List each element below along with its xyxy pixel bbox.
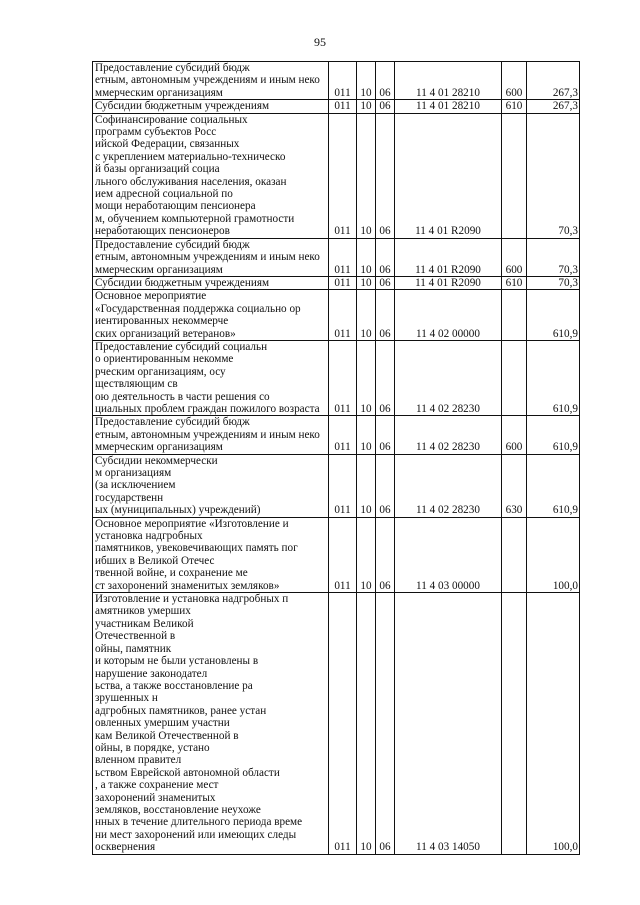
item-name-cell (93, 454, 329, 517)
item-name-line: ьством Еврейской автономной области (95, 766, 280, 779)
amount-cell: 610,9 (527, 290, 580, 341)
csr-cell: 11 4 02 00000 (395, 290, 502, 341)
item-name-cell (93, 100, 329, 113)
item-name-line: памятников, увековечивающих память пог (95, 542, 298, 555)
item-name-line: ммерческим организациям (95, 263, 223, 276)
item-name-line: ием адресной социальной по (95, 188, 233, 201)
item-name-line: м организациям (95, 467, 172, 479)
item-name-line: Предоставление субсидий бюдж (95, 416, 250, 429)
item-name-line: нных в течение длительного периода време (95, 816, 303, 829)
amount-cell: 610,9 (527, 416, 580, 454)
item-name-line: ибших в Великой Отечес (95, 554, 215, 567)
pr-cell: 06 (376, 238, 395, 276)
item-name-line: адгробных памятников, ранее устан (95, 704, 267, 717)
item-name-line: ойны, в порядке, устано (95, 741, 210, 754)
budget-table-body (93, 62, 580, 855)
vr-cell (502, 593, 527, 855)
table-row (93, 593, 580, 855)
csr-cell: 11 4 02 28230 (395, 454, 502, 517)
item-name-line: м, обучением компьютерной грамотности неработающих пенсионеров (95, 212, 295, 238)
vr-cell: 610 (502, 100, 527, 113)
amount-cell: 610,9 (527, 340, 580, 415)
vr-cell (502, 517, 527, 592)
table-row (93, 454, 580, 517)
vr-cell (502, 340, 527, 415)
table-row (93, 276, 580, 289)
item-name-line: етным, автономным учреждениям и иным неко (95, 428, 320, 441)
item-name-line: етным, автономным учреждениям и иным неко (95, 251, 320, 264)
vr-cell: 610 (502, 276, 527, 289)
item-name-line: нарушение законодател (95, 667, 208, 680)
grbs-cell: 011 (329, 62, 357, 100)
vr-cell (502, 290, 527, 341)
item-name-line: ни мест захоронений или имеющих следы осквернения (95, 828, 297, 854)
item-name-line: с укреплением материально-техническо (95, 150, 286, 163)
table-row (93, 340, 580, 415)
item-name-line: захоронений знаменитых (95, 791, 216, 804)
table-row (93, 238, 580, 276)
item-name-line: льного обслуживания населения, оказан (95, 175, 287, 188)
item-name-line: ойны, памятник (95, 642, 172, 655)
amount-cell: 100,0 (527, 517, 580, 592)
page-number: 95 (314, 35, 326, 49)
grbs-cell: 011 (329, 416, 357, 454)
item-name-line: и которым не были установлены в (95, 655, 259, 668)
pr-cell: 06 (376, 593, 395, 855)
rz-cell: 10 (357, 276, 376, 289)
rz-cell: 10 (357, 340, 376, 415)
item-name-line: «Государственная поддержка социально ор (95, 302, 301, 315)
item-name-line: ммерческим организациям (95, 86, 223, 99)
pr-cell: 06 (376, 100, 395, 113)
item-name-line: Предоставление субсидий бюдж (95, 238, 250, 251)
grbs-cell: 011 (329, 340, 357, 415)
table-row (93, 100, 580, 113)
item-name-line: етным, автономным учреждениям и иным неко (95, 74, 320, 87)
rz-cell: 10 (357, 454, 376, 517)
pr-cell: 06 (376, 517, 395, 592)
item-name-line: рческим организациям, осу (95, 365, 226, 378)
rz-cell: 10 (357, 593, 376, 855)
item-name-line: кам Великой Отечественной в (95, 729, 239, 742)
item-name-line: Предоставление субсидий социальн (95, 340, 268, 353)
csr-cell: 11 4 02 28230 (395, 416, 502, 454)
item-name-line: (за исключением (95, 479, 176, 492)
vr-cell: 600 (502, 416, 527, 454)
item-name-line: Основное мероприятие (95, 290, 207, 303)
vr-cell: 630 (502, 454, 527, 517)
pr-cell: 06 (376, 416, 395, 454)
pr-cell: 06 (376, 340, 395, 415)
rz-cell: 10 (357, 238, 376, 276)
grbs-cell: 011 (329, 276, 357, 289)
budget-table (92, 61, 580, 855)
item-name-cell (93, 62, 329, 100)
item-name-cell (93, 290, 329, 341)
csr-cell: 11 4 01 R2090 (395, 276, 502, 289)
item-name-line: установка надгробных (95, 530, 203, 543)
vr-cell: 600 (502, 62, 527, 100)
item-name-line: Отечественной в (95, 630, 176, 643)
amount-cell: 267,3 (527, 100, 580, 113)
item-name-cell (93, 593, 329, 855)
item-name-line: Субсидии бюджетным учреждениям (95, 100, 270, 113)
amount-cell: 610,9 (527, 454, 580, 517)
grbs-cell: 011 (329, 290, 357, 341)
rz-cell: 10 (357, 113, 376, 238)
table-row (93, 517, 580, 592)
rz-cell: 10 (357, 290, 376, 341)
item-name-line: й базы организаций социа (95, 163, 220, 176)
item-name-cell (93, 517, 329, 592)
item-name-line: , а также сохранение мест (95, 779, 219, 792)
table-row (93, 113, 580, 238)
grbs-cell: 011 (329, 517, 357, 592)
amount-cell: 70,3 (527, 276, 580, 289)
item-name-line: амятников умерших (95, 605, 191, 618)
item-name-line: ьства, а также восстановление ра (95, 679, 253, 692)
grbs-cell: 011 (329, 113, 357, 238)
grbs-cell: 011 (329, 100, 357, 113)
item-name-line: ществляющим св (95, 378, 178, 391)
item-name-line: Софинансирование социальных (95, 113, 248, 126)
item-name-line: ст захоронений знаменитых земляков» (95, 579, 280, 592)
csr-cell: 11 4 01 28210 (395, 62, 502, 100)
item-name-line: мощи неработающим пенсионера (95, 200, 256, 213)
item-name-cell (93, 416, 329, 454)
item-name-line: твенной войне, и сохранение ме (95, 567, 248, 580)
rz-cell: 10 (357, 517, 376, 592)
rz-cell: 10 (357, 100, 376, 113)
amount-cell: 70,3 (527, 238, 580, 276)
rz-cell: 10 (357, 416, 376, 454)
item-name-line: участникам Великой (95, 617, 194, 630)
item-name-line: ских организаций ветеранов» (95, 327, 236, 340)
csr-cell: 11 4 01 R2090 (395, 113, 502, 238)
item-name-line: Субсидии некоммерчески (95, 454, 218, 467)
item-name-line: о ориентированным некомме (95, 353, 234, 366)
item-name-cell (93, 276, 329, 289)
vr-cell (502, 113, 527, 238)
item-name-line: государственн (95, 491, 164, 504)
item-name-line: Субсидии бюджетным учреждениям (95, 276, 270, 289)
csr-cell: 11 4 03 00000 (395, 517, 502, 592)
item-name-line: ммерческим организациям (95, 441, 223, 454)
amount-cell: 100,0 (527, 593, 580, 855)
pr-cell: 06 (376, 113, 395, 238)
pr-cell: 06 (376, 276, 395, 289)
grbs-cell: 011 (329, 238, 357, 276)
item-name-line: Изготовление и установка надгробных п (95, 593, 289, 606)
pr-cell: 06 (376, 290, 395, 341)
csr-cell: 11 4 01 R2090 (395, 238, 502, 276)
item-name-cell (93, 113, 329, 238)
table-row (93, 416, 580, 454)
pr-cell: 06 (376, 62, 395, 100)
item-name-line: овленных умершим участни (95, 717, 230, 730)
pr-cell: 06 (376, 454, 395, 517)
item-name-line: иентированных некоммерче (95, 315, 229, 328)
csr-cell: 11 4 02 28230 (395, 340, 502, 415)
table-row (93, 62, 580, 100)
table-row (93, 290, 580, 341)
item-name-line: земляков, восстановление неухоже (95, 803, 261, 816)
grbs-cell: 011 (329, 593, 357, 855)
item-name-line: Предоставление субсидий бюдж (95, 62, 250, 74)
grbs-cell: 011 (329, 454, 357, 517)
vr-cell: 600 (502, 238, 527, 276)
item-name-cell (93, 340, 329, 415)
item-name-line: ою деятельность в части решения со (95, 390, 270, 403)
item-name-line: циальных проблем граждан пожилого возраста (95, 402, 320, 415)
amount-cell: 70,3 (527, 113, 580, 238)
item-name-cell (93, 238, 329, 276)
rz-cell: 10 (357, 62, 376, 100)
item-name-line: ых (муниципальных) учреждений) (95, 504, 261, 517)
csr-cell: 11 4 01 28210 (395, 100, 502, 113)
item-name-line: зрушенных н (95, 692, 158, 705)
item-name-line: Основное мероприятие «Изготовление и (95, 517, 289, 530)
item-name-line: ийской Федерации, связанных (95, 138, 240, 151)
item-name-line: вленном правител (95, 754, 182, 767)
amount-cell: 267,3 (527, 62, 580, 100)
item-name-line: программ субъектов Росс (95, 126, 217, 139)
csr-cell: 11 4 03 14050 (395, 593, 502, 855)
